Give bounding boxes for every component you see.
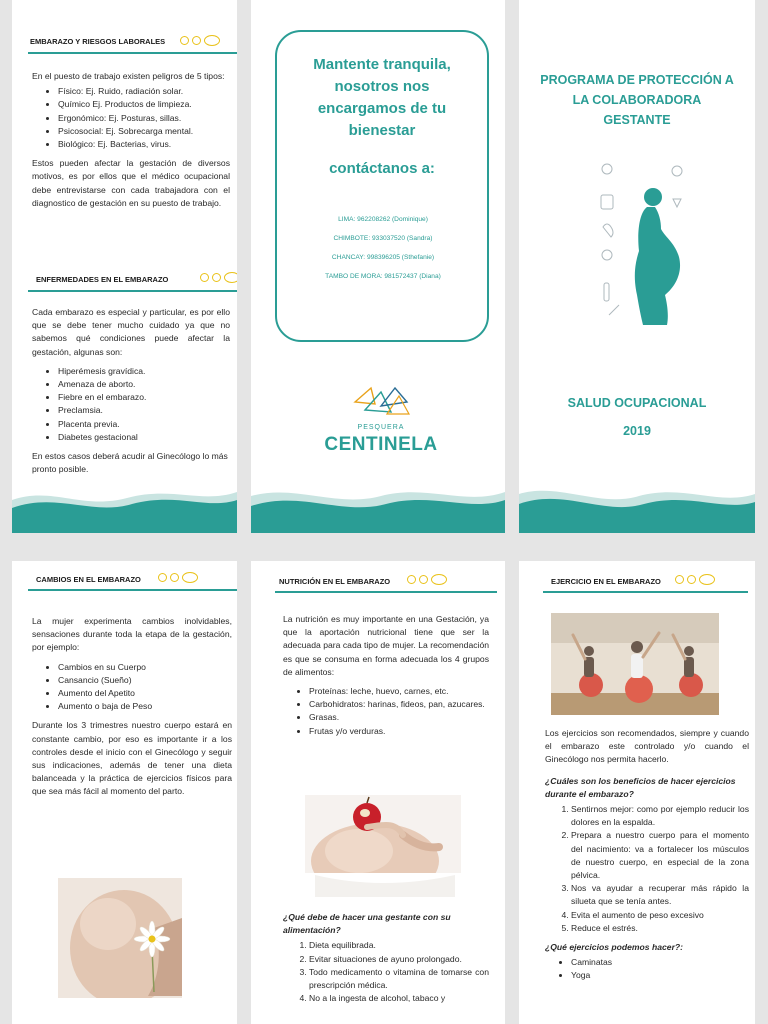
list-item: • Preclamsia. xyxy=(58,404,230,417)
pregnant-belly-flower-image xyxy=(58,878,182,998)
panel-portada xyxy=(519,0,755,533)
list-item: • Amenaza de aborto. xyxy=(58,378,230,391)
list-item: • Fiebre en el embarazo. xyxy=(58,391,230,404)
ejercicio-benefits xyxy=(545,803,749,935)
teal-wave xyxy=(519,478,755,533)
panel-riesgos xyxy=(12,0,237,533)
gutter-right xyxy=(755,0,768,1024)
riesgos-body xyxy=(32,70,230,210)
contact-tambo[interactable]: TAMBO DE MORA: 981572437 (Diana) xyxy=(325,273,441,280)
riesgos-intro: En el puesto de trabajo existen peligros de 5 tipos: xyxy=(32,71,225,81)
section-title-nutricion: NUTRICIÓN EN EL EMBARAZO xyxy=(279,577,391,586)
list-item: • Proteínas: leche, huevo, carnes, etc. xyxy=(309,685,489,698)
panel-ejercicio xyxy=(519,561,755,1024)
gutter-left xyxy=(0,0,12,1024)
enfermedades-intro: Cada embarazo es especial y particular, es por ello que se debe tener mucho cuidado ya que no sabemos qué condiciones puede afectar la gestación, algunas son: xyxy=(32,307,230,357)
contact-lima[interactable]: LIMA: 962208262 (Dominique) xyxy=(338,216,428,223)
section-rule xyxy=(543,591,748,593)
list-item: • Psicosocial: Ej. Sobrecarga mental. xyxy=(58,125,230,138)
list-item: • Cambios en su Cuerpo xyxy=(58,661,232,674)
nutricion-steps xyxy=(283,939,489,1005)
teal-wave xyxy=(12,478,237,533)
decor-dots xyxy=(158,572,198,583)
pregnant-silhouette-image xyxy=(597,155,689,325)
gutter-2 xyxy=(505,0,519,1024)
logo-name: CENTINELA xyxy=(324,434,438,455)
section-rule xyxy=(28,290,237,292)
list-item: • Yoga xyxy=(571,969,749,982)
riesgos-list xyxy=(32,85,230,151)
list-item: • Ergonómico: Ej. Posturas, sillas. xyxy=(58,112,230,125)
list-item: • Hiperémesis gravídica. xyxy=(58,365,230,378)
program-title: PROGRAMA DE PROTECCIÓN A LA COLABORADORA GESTANTE xyxy=(540,73,734,127)
ejercicio-question-2: ¿Qué ejercicios podemos hacer?: xyxy=(545,942,684,953)
enfermedades-body xyxy=(32,306,230,476)
year: 2019 xyxy=(623,424,651,438)
list-item: 4. Evita el aumento de peso excesivo xyxy=(571,909,749,922)
nutricion-intro: La nutrición es muy importante en una Gestación, ya que la aportación nutricional tiene que ser la adecuada para cada tipo de mujer. La recomendación es que se consuma en forma adecuada los 4 grupos de alimentos: xyxy=(283,614,489,677)
enfermedades-outro: En estos casos deberá acudir al Ginecólogo lo más pronto posible. xyxy=(32,451,228,475)
nutricion-body xyxy=(283,613,489,744)
teal-wave xyxy=(251,478,505,533)
nutricion-body-2 xyxy=(283,911,489,1011)
section-title-cambios: CAMBIOS EN EL EMBARAZO xyxy=(36,575,141,584)
pregnant-apple-image xyxy=(305,795,461,897)
enfermedades-list xyxy=(32,365,230,444)
panel-cambios xyxy=(12,561,237,1024)
nutricion-question: ¿Qué debe de hacer una gestante con su alimentación? xyxy=(283,912,451,936)
panel-nutricion xyxy=(251,561,505,1024)
cambios-list xyxy=(32,661,232,714)
list-item: 2. Evitar situaciones de ayuno prolongado. xyxy=(309,953,489,966)
list-item: • Aumento o baja de Peso xyxy=(58,700,232,713)
contact-list xyxy=(283,210,483,286)
decor-dots xyxy=(200,272,237,283)
section-title-riesgos: EMBARAZO Y RIESGOS LABORALES xyxy=(30,37,166,46)
list-item: 2. Prepara a nuestro cuerpo para el momento del nacimiento: va a fortalecer los músculos de nuestro cuerpo, en especial de la zona pélvica. xyxy=(571,829,749,882)
prenatal-exercise-image xyxy=(551,613,719,715)
list-item: • Placenta previa. xyxy=(58,418,230,431)
contact-chimbote[interactable]: CHIMBOTE: 933037520 (Sandra) xyxy=(333,235,433,242)
list-item: • Carbohidratos: harinas, fideos, pan, azucares. xyxy=(309,698,489,711)
list-item: • Químico Ej. Productos de limpieza. xyxy=(58,98,230,111)
ejercicio-body xyxy=(545,727,749,989)
section-title-ejercicio: EJERCICIO EN EL EMBARAZO xyxy=(551,577,661,586)
decor-dots xyxy=(180,35,220,46)
list-item: • Biológico: Ej. Bacterias, virus. xyxy=(58,138,230,151)
panel-contacto xyxy=(251,0,505,533)
decor-dots xyxy=(675,574,715,585)
section-title-enfermedades: ENFERMEDADES EN EL EMBARAZO xyxy=(36,275,169,284)
section-rule xyxy=(28,589,237,591)
gutter-middle xyxy=(0,533,768,561)
ejercicio-list xyxy=(545,956,749,982)
list-item: • Físico: Ej. Ruido, radiación solar. xyxy=(58,85,230,98)
ejercicio-question-1: ¿Cuáles son los beneficios de hacer ejercicios durante el embarazo? xyxy=(545,775,736,799)
centinela-logo-icon xyxy=(351,382,411,422)
list-item: • Diabetes gestacional xyxy=(58,431,230,444)
list-item: 5. Reduce el estrés. xyxy=(571,922,749,935)
subtitle: SALUD OCUPACIONAL xyxy=(567,396,707,410)
list-item: 4. No a la ingesta de alcohol, tabaco y xyxy=(309,992,489,1005)
contact-chancay[interactable]: CHANCAY: 998396205 (Sthefanie) xyxy=(331,254,435,261)
logo-top-text: PESQUERA xyxy=(357,424,405,431)
riesgos-outro: Estos pueden afectar la gestación de diversos motivos, es por ellos que el médico ocupacional debe entrevistarse con cada trabajadora con el diagnostico de gestación en su puesto de trabajo. xyxy=(32,158,230,208)
list-item: • Cansancio (Sueño) xyxy=(58,674,232,687)
list-item: 1. Dieta equilibrada. xyxy=(309,939,489,952)
list-item: • Aumento del Apetito xyxy=(58,687,232,700)
list-item: 1. Sentirnos mejor: como por ejemplo reducir los dolores en la espalda. xyxy=(571,803,749,829)
cambios-outro: Durante los 3 trimestres nuestro cuerpo estará en constante cambio, por eso es importante ir a los controles desde el inicio con el Ginecólogo y seguir sus indicaciones, además de tener una dieta balanceada y la práctica de ejercicios físicos para que sea más fácil al momento del parto. xyxy=(32,720,232,797)
cambios-body xyxy=(32,615,232,799)
list-item: • Grasas. xyxy=(309,711,489,724)
contact-card xyxy=(275,30,489,342)
gutter-1 xyxy=(237,0,251,1024)
list-item: 3. Todo medicamento o vitamina de tomarse con prescripción médica. xyxy=(309,966,489,992)
list-item: • Frutas y/o verduras. xyxy=(309,725,489,738)
cambios-intro: La mujer experimenta cambios inolvidables, sensaciones durante toda la etapa de la gestación, por ejemplo: xyxy=(32,616,232,653)
ejercicio-intro: Los ejercicios son recomendados, siempre y cuando el embarazo este controlado y/o cuando el Ginecólogo nos permita hacerlo. xyxy=(545,728,749,765)
list-item: 3. Nos va ayudar a recuperar más rápido la silueta que se tenía antes. xyxy=(571,882,749,908)
section-rule xyxy=(275,591,497,593)
contact-label: contáctanos a: xyxy=(329,160,435,177)
headline: Mantente tranquila, nosotros nos encargamos de tu bienestar xyxy=(313,56,451,139)
section-rule xyxy=(28,52,237,54)
nutricion-list xyxy=(283,685,489,738)
list-item: • Caminatas xyxy=(571,956,749,969)
decor-dots xyxy=(407,574,447,585)
